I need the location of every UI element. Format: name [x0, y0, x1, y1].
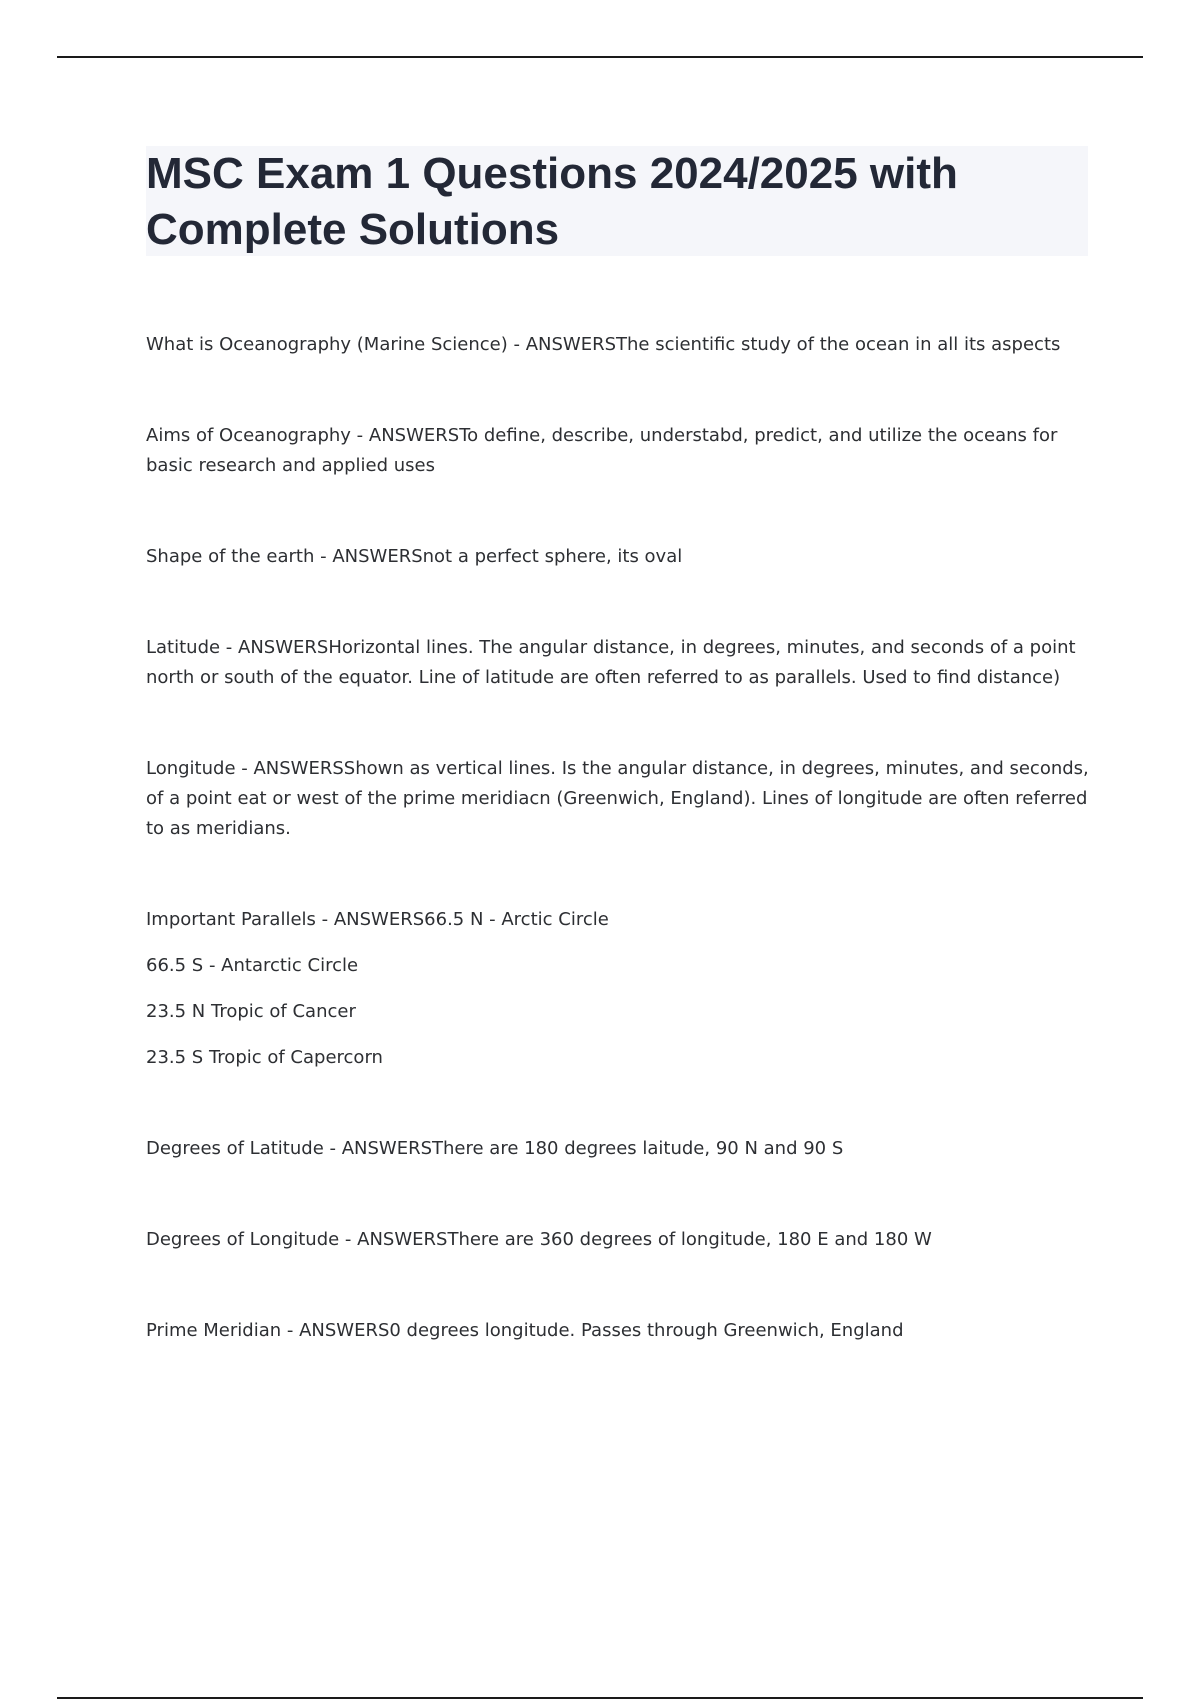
qa-entry	[146, 754, 1091, 844]
qa-text: Shape of the earth - ANSWERSnot a perfect sphere, its oval	[146, 546, 683, 567]
header-rule	[57, 56, 1143, 58]
qa-text: Prime Meridian - ANSWERS0 degrees longitude. Passes through Greenwich, England	[146, 1320, 904, 1341]
title-block	[146, 146, 1088, 256]
qa-entry	[146, 1316, 1091, 1346]
qa-text: Important Parallels - ANSWERS66.5 N - Arctic Circle	[146, 909, 609, 930]
qa-entry	[146, 1134, 1091, 1164]
qa-text: Longitude - ANSWERSShown as vertical lines. Is the angular distance, in degrees, minutes, and seconds, of a point eat or west of the prime meridiacn (Greenwich, England). Lines of longitude are often referred to as meridians.	[146, 758, 1089, 839]
qa-entry	[146, 330, 1091, 360]
qa-list	[146, 330, 1091, 1407]
footer-rule	[57, 1697, 1143, 1699]
qa-text: Aims of Oceanography - ANSWERSTo define, describe, understabd, predict, and utilize the oceans for basic research and applied uses	[146, 425, 1058, 476]
qa-entry	[146, 905, 1091, 1073]
qa-extra-line: 23.5 N Tropic of Cancer	[146, 1001, 356, 1022]
qa-entry	[146, 633, 1091, 693]
page-title: MSC Exam 1 Questions 2024/2025 with Complete Solutions	[146, 149, 958, 254]
qa-entry	[146, 542, 1091, 572]
qa-text: Latitude - ANSWERSHorizontal lines. The angular distance, in degrees, minutes, and seconds of a point north or south of the equator. Line of latitude are often referred to as parallels. Used to find distance)	[146, 637, 1076, 688]
qa-extra-line: 23.5 S Tropic of Capercorn	[146, 1047, 383, 1068]
qa-extra-line: 66.5 S - Antarctic Circle	[146, 955, 359, 976]
qa-entry	[146, 1225, 1091, 1255]
qa-text: Degrees of Latitude - ANSWERSThere are 180 degrees laitude, 90 N and 90 S	[146, 1138, 844, 1159]
qa-entry	[146, 421, 1091, 481]
qa-text: Degrees of Longitude - ANSWERSThere are 360 degrees of longitude, 180 E and 180 W	[146, 1229, 932, 1250]
qa-text: What is Oceanography (Marine Science) - ANSWERSThe scientific study of the ocean in all its aspects	[146, 334, 1061, 355]
